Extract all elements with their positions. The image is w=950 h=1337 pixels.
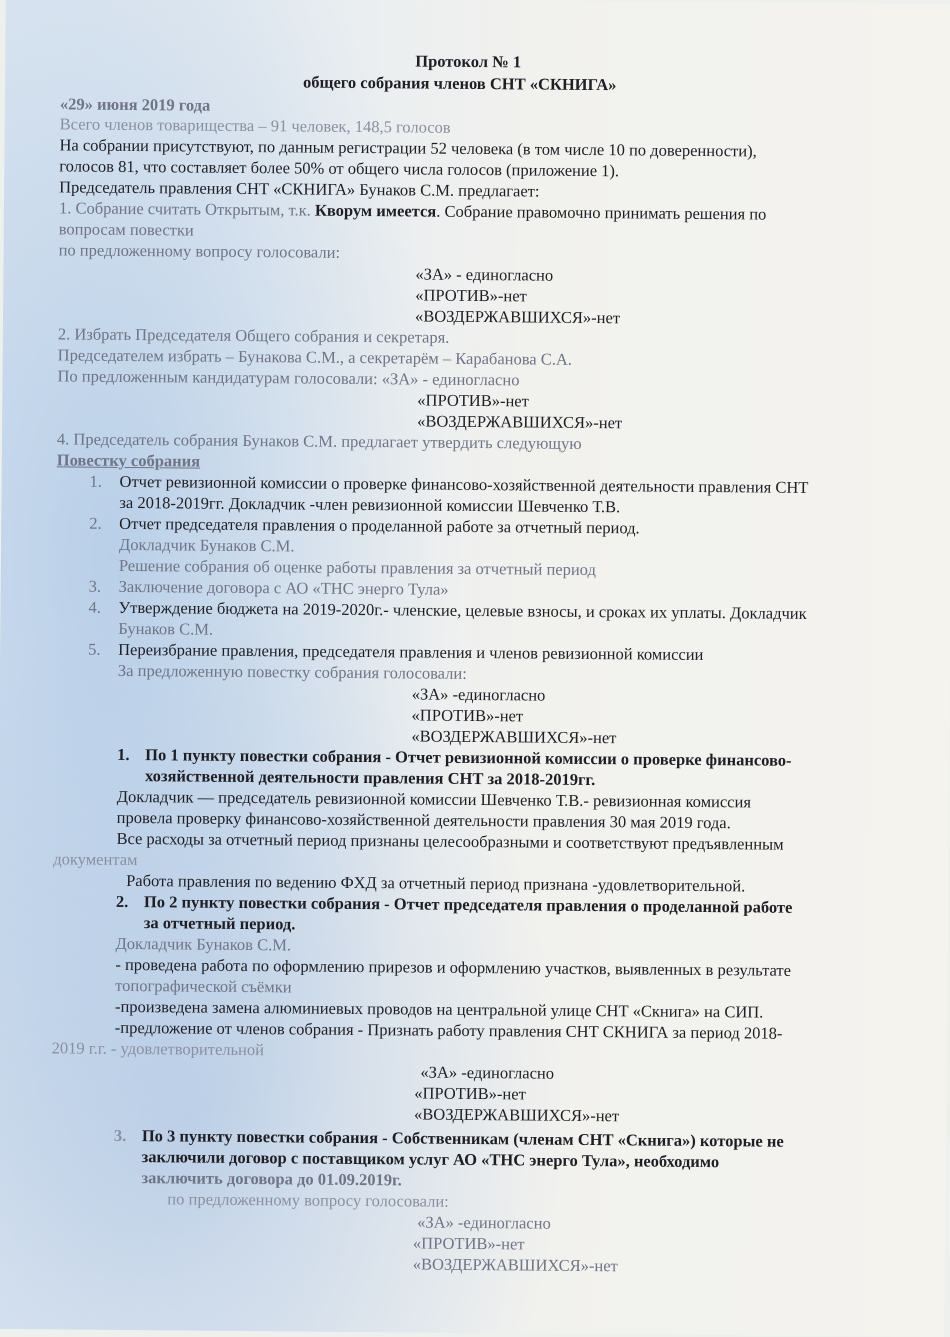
sec1-line-5: Работа правления по ведению ФХД за отчетный период признана -удовлетворительной. — [126, 870, 746, 896]
vote3-protiv: «ПРОТИВ»-нет — [414, 1083, 526, 1104]
vote4-protiv: «ПРОТИВ»-нет — [412, 1233, 525, 1254]
vote3-za: «ЗА» -единогласно — [420, 1062, 555, 1083]
agenda-item: Переизбрание правления, председателя правления и членов ревизионной комиссии — [118, 639, 704, 664]
document-date: «29» июня 2019 года — [59, 94, 211, 115]
sec3-heading-2: заключили договор с поставщиком услуг АО «ТНС энерго Тула», необходимо — [141, 1147, 720, 1172]
vote3-vozd: «ВОЗДЕРЖАВШИХСЯ»-нет — [414, 1104, 620, 1126]
sec2-line-5: -предложение от членов собрания - Признать работу правления СНТ СКНИГА за период 2018- — [114, 1017, 783, 1043]
item1-line-1: 1. Собрание считать Открытым, т.к. Кворум имеется. Собрание правомочно принимать решения по — [58, 198, 767, 224]
intro-line-4: Председатель правления СНТ «СКНИГА» Бунаков С.М. предлагает: — [59, 177, 540, 201]
sec1-line-2: провела проверку финансово-хозяйственной деятельности правления 30 мая 2019 года. — [116, 807, 731, 833]
sec3-heading-1: По 3 пункту повестки собрания - Собственникам (членам СНТ «Скнига») которые не — [141, 1126, 784, 1151]
agenda-item: За предложенную повестку собрания голосовали: — [117, 660, 467, 683]
sec3-heading-3: заключить договора до 01.09.2019г. — [141, 1168, 402, 1190]
agenda-number: 3. — [88, 576, 102, 596]
item4-line: 4. Председатель собрания Бунаков С.М. предлагает утвердить следующую — [56, 429, 582, 453]
agenda-item: за 2018-2019гг. Докладчик -член ревизионной комиссии Шевченко Т.В. — [119, 492, 621, 517]
agenda-item: Отчет председателя правления о проделанной работе за отчетный период. — [119, 513, 640, 538]
sec2-heading-1: По 2 пункту повестки собрания - Отчет председателя правления о проделанной работе — [143, 892, 793, 917]
vote2-vozd: «ВОЗДЕРЖАВШИХСЯ»-нет — [411, 726, 617, 748]
item2-line-2: Председателем избрать – Бунакова С.М., а секретарём – Карабанова С.А. — [57, 345, 573, 369]
agenda-number: 2. — [89, 513, 102, 533]
vote-item2-protiv: «ПРОТИВ»-нет — [417, 390, 529, 411]
sec3-number: 3. — [113, 1125, 127, 1145]
sec1-line-1: Докладчик — председатель ревизионной комиссии Шевченко Т.В.- ревизионная комиссия — [116, 786, 752, 812]
agenda-item: Заключение договора с АО «ТНС энерго Тула» — [118, 576, 449, 599]
agenda-number: 1. — [89, 471, 103, 491]
sec2-line-1: Докладчик Бунаков С.М. — [115, 933, 292, 955]
sec2-heading-2: за отчетный период. — [143, 913, 296, 934]
vote1-vozd: «ВОЗДЕРЖАВШИХСЯ»-нет — [414, 306, 621, 328]
item1-voted: по предложенному вопросу голосовали: — [58, 240, 341, 262]
sec3-voted: по предложенному вопросу голосовали: — [167, 1189, 449, 1211]
item2-line-1: 2. Избрать Председателя Общего собрания и секретаря. — [57, 324, 450, 347]
agenda-item: Утверждение бюджета на 2019-2020г.- членские, целевые взносы, и сроках их уплаты. Докладчик — [118, 597, 807, 623]
sec1-number: 1. — [117, 744, 130, 764]
document-subtitle: общего собрания членов СНТ «СКНИГА» — [303, 72, 617, 95]
agenda-number: 4. — [88, 597, 101, 617]
vote2-za: «ЗА» -единогласно — [411, 684, 546, 705]
sec1-line-3: Все расходы за отчетный период признаны целесообразными и соответствуют предъявленным — [116, 828, 784, 854]
document-title: Протокол № 1 — [415, 51, 522, 72]
sec2-line-6: 2019 г.г. - удовлетворительной — [51, 1038, 265, 1060]
agenda-item: Докладчик Бунаков С.М. — [118, 534, 295, 556]
agenda-title: Повестку собрания — [56, 450, 201, 471]
sec1-line-4: документам — [53, 849, 138, 870]
vote1-za: «ЗА» - единогласно — [415, 264, 554, 285]
intro-line-3: голосов 81, что составляет более 50% от общего числа голосов (приложение 1). — [59, 156, 620, 181]
agenda-number: 5. — [88, 639, 101, 659]
vote1-protiv: «ПРОТИВ»-нет — [415, 285, 527, 306]
vote4-za: «ЗА» -единогласно — [417, 1212, 551, 1233]
agenda-item: Отчет ревизионной комиссии о проверке финансово-хозяйственной деятельности правления СНТ — [119, 471, 809, 497]
sec1-heading-1: По 1 пункту повестки собрания - Отчет ревизионной комиссии о проверке финансово- — [145, 745, 792, 770]
sec2-line-4: -произведена замена алюминиевых проводов на центральной улице СНТ «Скнига» на СИП. — [114, 996, 764, 1022]
vote2-protiv: «ПРОТИВ»-нет — [411, 705, 524, 726]
agenda-item: Решение собрания об оценке работы правления за отчетный период — [118, 555, 596, 580]
item2-line-3: По предложенным кандидатурам голосовали: «ЗА» - единогласно — [57, 366, 520, 390]
sec2-line-3: топографической съёмки — [115, 975, 292, 997]
sec1-heading-2: хозяйственной деятельности правления СНТ за 2018-2019гг. — [144, 766, 596, 790]
agenda-item: Бунаков С.М. — [118, 618, 214, 639]
intro-line-1: Всего членов товарищества – 91 человек, 148,5 голосов — [59, 114, 451, 137]
vote4-vozd: «ВОЗДЕРЖАВШИХСЯ»-нет — [412, 1254, 618, 1276]
sec2-number: 2. — [115, 891, 129, 911]
intro-line-2: На собрании присутствуют, по данным регистрации 52 человека (в том числе 10 по доверенности), — [59, 135, 757, 161]
vote-item2-vozd: «ВОЗДЕРЖАВШИХСЯ»-нет — [417, 411, 623, 433]
item1-line-2: вопросам повестки — [58, 219, 194, 240]
sec2-line-2: - проведена работа по оформлению прирезов и оформлению участков, выявленных в результате — [115, 954, 792, 980]
